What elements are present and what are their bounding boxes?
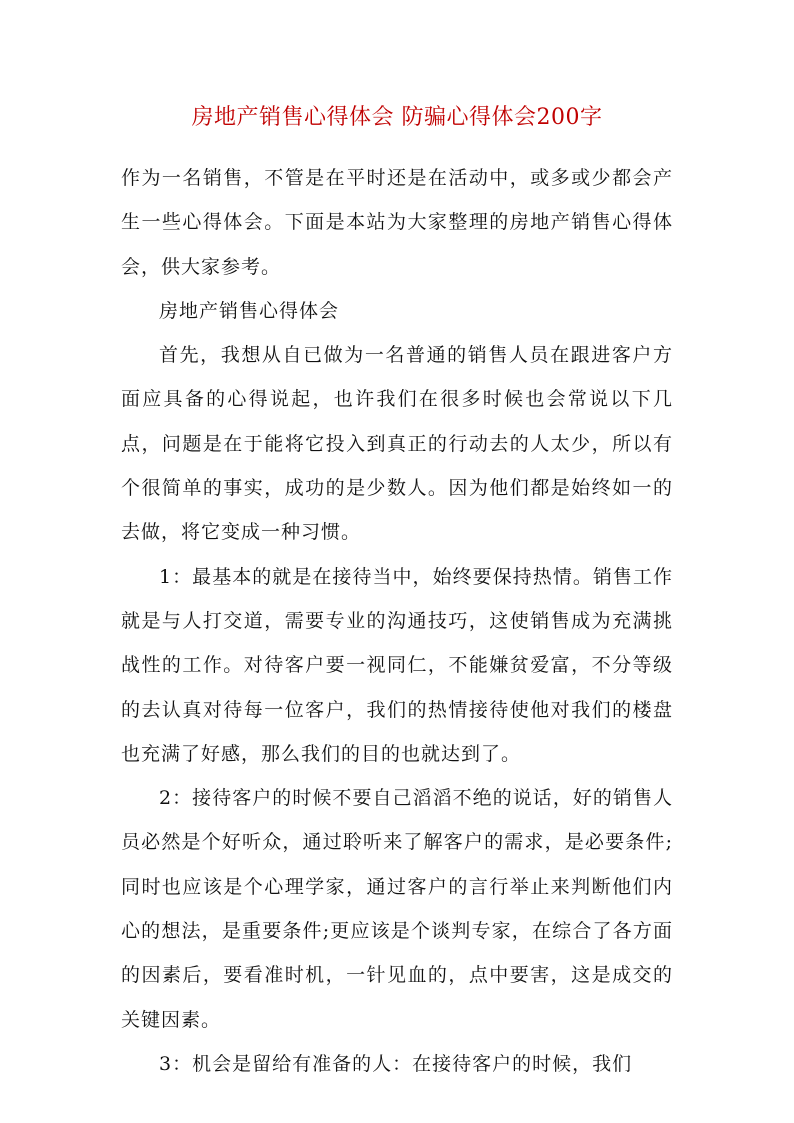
point-3-paragraph: 3：机会是留给有准备的人：在接待客户的时候，我们 — [159, 1052, 633, 1075]
intro-paragraph: 作为一名销售，不管是在平时还是在活动中，或多或少都会产生一些心得体会。下面是本站为大家整理的房地产销售心得体会，供大家参考。 — [121, 167, 673, 278]
point-1-paragraph: 1：最基本的就是在接待当中，始终要保持热情。销售工作就是与人打交道，需要专业的沟通技巧，这使销售成为充满挑战性的工作。对待客户要一视同仁，不能嫌贫爱富，不分等级的去认真对待每一位客户，我们的热情接待使他对我们的楼盘也充满了好感，那么我们的目的也就达到了。 — [121, 565, 673, 765]
document-title: 房地产销售心得体会 防骗心得体会200字 — [191, 105, 603, 130]
document-body — [121, 156, 673, 1086]
point-2-paragraph: 2：接待客户的时候不要自己滔滔不绝的说话，好的销售人员必然是个好听众，通过聆听来了解客户的需求，是必要条件;同时也应该是个心理学家，通过客户的言行举止来判断他们内心的想法，是重要条件;更应该是个谈判专家，在综合了各方面的因素后，要看准时机，一针见血的，点中要害，这是成交的关键因素。 — [121, 787, 673, 1031]
section-heading: 房地产销售心得体会 — [159, 299, 340, 322]
body-paragraph: 首先，我想从自已做为一名普通的销售人员在跟进客户方面应具备的心得说起，也许我们在很多时候也会常说以下几点，问题是在于能将它投入到真正的行动去的人太少，所以有个很简单的事实，成功的是少数人。因为他们都是始终如一的去做，将它变成一种习惯。 — [121, 344, 673, 544]
